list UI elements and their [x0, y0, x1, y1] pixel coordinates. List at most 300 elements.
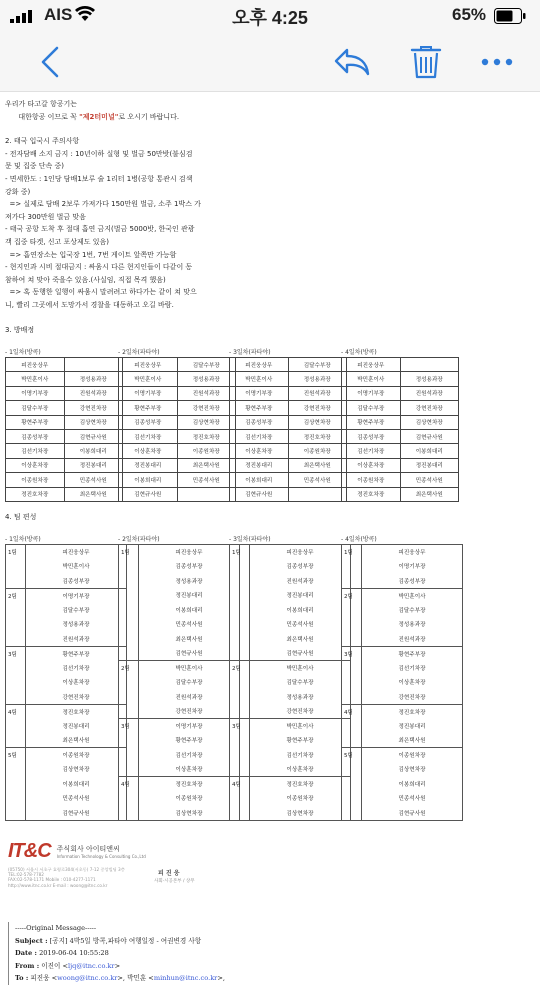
- team-member: 이봉희대리: [362, 777, 463, 792]
- original-to: [15, 972, 528, 985]
- team-member: 진원석과장: [139, 690, 240, 705]
- table-cell: 박민훈이사: [119, 372, 178, 386]
- sig-line: FAX:02-578-1171 Mobile : 010-4277-1171: [8, 877, 96, 883]
- table-row: [6, 748, 127, 763]
- team-label: 2팀: [119, 661, 139, 719]
- table-cell: 진원석과장: [177, 386, 236, 400]
- team-block: [118, 534, 240, 821]
- table-row: [230, 487, 347, 501]
- room-block: [229, 347, 349, 502]
- mail-line: [5, 111, 325, 124]
- table-cell: 정성용과장: [288, 372, 347, 386]
- table-row: [230, 444, 347, 458]
- table-cell: 민종석사원: [400, 473, 459, 487]
- table-cell: 정진봉대리: [400, 458, 459, 472]
- team-member: 정진호차장: [26, 704, 127, 719]
- team-label: 1팀: [119, 545, 139, 661]
- team-member: 박민훈이사: [250, 661, 351, 676]
- table-row: [119, 545, 240, 560]
- table-row: [230, 415, 347, 429]
- table-cell: 민종석사원: [288, 473, 347, 487]
- table-row: [119, 719, 240, 734]
- reply-icon: [333, 47, 371, 77]
- table-cell: 진원석과장: [400, 386, 459, 400]
- notice-line: - 현지인과 시비 절대금지 : 싸움시 다른 현지인들이 다같이 동: [5, 263, 193, 272]
- mail-body: [0, 92, 540, 982]
- team-member: 김현규사원: [139, 646, 240, 661]
- table-cell: 최은택사원: [177, 458, 236, 472]
- room-block: [5, 347, 125, 502]
- table-cell: 이종원차장: [288, 444, 347, 458]
- table-cell: 강현진차장: [64, 401, 123, 415]
- subject-label: Subject :: [15, 936, 48, 945]
- team-caption: - 4일차(방콕): [341, 536, 377, 543]
- team-member: 이종원차장: [250, 791, 351, 806]
- team-label: 5팀: [6, 748, 26, 821]
- team-member: 이종원차장: [139, 791, 240, 806]
- table-cell: 박민훈이사: [6, 372, 65, 386]
- table-row: [6, 415, 123, 429]
- team-member: 이상훈차장: [250, 762, 351, 777]
- table-cell: 피진웅상무: [119, 358, 178, 372]
- team-member: 이상훈차장: [26, 675, 127, 690]
- team-member: 정진호차장: [139, 777, 240, 792]
- table-row: [6, 473, 123, 487]
- table-cell: 최은택사원: [288, 458, 347, 472]
- team-table: [229, 544, 351, 821]
- table-row: [230, 661, 351, 676]
- table-row: [6, 487, 123, 501]
- table-cell: 김달수부장: [177, 358, 236, 372]
- table-cell: 민종석사원: [177, 473, 236, 487]
- table-row: [342, 473, 459, 487]
- table-cell: [288, 487, 347, 501]
- table-row: [119, 473, 236, 487]
- table-cell: 이봉희대리: [119, 473, 178, 487]
- team-member: 이상훈차장: [362, 675, 463, 690]
- team-member: 진원석과장: [26, 632, 127, 647]
- table-cell: 김상현차장: [400, 415, 459, 429]
- to-name: 피진웅 <: [30, 974, 58, 982]
- table-row: [342, 545, 463, 560]
- team-member: 이명기부장: [362, 559, 463, 574]
- table-row: [342, 458, 459, 472]
- team-member: 박민훈이사: [250, 719, 351, 734]
- team-member: 김달수부장: [26, 603, 127, 618]
- notice-line: => 실제로 담배 2보루 가져가다 150만원 벌금, 소주 1박스 가: [5, 200, 201, 209]
- company-name-en: Information Technology & Consulting Co.,Ltd: [56, 854, 146, 859]
- team-member: 강현진차장: [362, 690, 463, 705]
- table-cell: 김종성부장: [119, 415, 178, 429]
- team-member: 정성용과장: [362, 617, 463, 632]
- team-member: 정진봉대리: [139, 588, 240, 603]
- table-cell: 정성용과장: [177, 372, 236, 386]
- team-member: 김선기차장: [250, 748, 351, 763]
- table-cell: 이명기부장: [6, 386, 65, 400]
- table-cell: 김종성부장: [342, 429, 401, 443]
- team-member: 김선기차장: [139, 748, 240, 763]
- table-cell: 이봉희대리: [64, 444, 123, 458]
- more-icon: [480, 58, 514, 66]
- team-member: 진원석과장: [250, 574, 351, 589]
- team-member: 최은택사원: [139, 632, 240, 647]
- more-button[interactable]: [478, 44, 516, 80]
- team-block: [5, 534, 127, 821]
- table-row: [230, 386, 347, 400]
- table-cell: 이명기부장: [119, 386, 178, 400]
- team-label: 3팀: [6, 646, 26, 704]
- team-member: 피진웅상무: [250, 545, 351, 560]
- table-cell: [177, 487, 236, 501]
- mail-toolbar: [0, 32, 540, 92]
- table-cell: 정진봉대리: [119, 458, 178, 472]
- notice-line: 져가다 300만원 벌금 맞음: [5, 212, 86, 221]
- table-row: [6, 545, 127, 560]
- battery-icon: [494, 8, 526, 24]
- team-member: 김선기차장: [362, 661, 463, 676]
- team-caption: - 3일차(파타야): [229, 536, 271, 543]
- team-member: 민종석사원: [26, 791, 127, 806]
- team-label: 4팀: [6, 704, 26, 748]
- table-cell: 김종성부장: [230, 415, 289, 429]
- team-member: 김달수부장: [250, 675, 351, 690]
- team-member: 최은택사원: [362, 733, 463, 748]
- date-text: 2019-06-04 10:55:28: [39, 949, 109, 957]
- team-member: 황현주부장: [362, 646, 463, 661]
- mail-text: [5, 98, 325, 336]
- team-member: 진원석과장: [362, 632, 463, 647]
- team-table: [341, 544, 463, 821]
- signature-name: 피 진 웅: [158, 870, 180, 877]
- team-label: 4팀: [119, 777, 139, 821]
- table-row: [119, 372, 236, 386]
- notice-line: - 전자담배 소지 금지 : 10년이하 실형 및 벌금 50만밧(불심검: [5, 149, 193, 158]
- table-cell: 황현주부장: [230, 401, 289, 415]
- email-signature: [8, 840, 308, 888]
- team-label: 2팀: [230, 661, 250, 719]
- company-logo: [8, 840, 308, 863]
- team-member: 황현주부장: [250, 733, 351, 748]
- team-label: 1팀: [230, 545, 250, 661]
- table-row: [6, 646, 127, 661]
- table-row: [230, 429, 347, 443]
- table-row: [230, 372, 347, 386]
- table-row: [342, 358, 459, 372]
- table-row: [119, 661, 240, 676]
- table-row: [119, 401, 236, 415]
- team-member: 피진웅상무: [139, 545, 240, 560]
- notice-line: => 흡연장소는 입국장 1번, 7번 게이트 앞쪽만 가능함: [5, 250, 177, 259]
- sig-line: (05750) 서울시 서초구 효령로304(서초동) 7-12 중앙빌딩 3층: [8, 867, 125, 872]
- table-row: [342, 386, 459, 400]
- team-member: 김상현차장: [26, 762, 127, 777]
- table-cell: 김현규사원: [230, 487, 289, 501]
- table-cell: 김달수부장: [288, 358, 347, 372]
- team-table: [5, 544, 127, 821]
- room-table: [341, 357, 459, 502]
- table-cell: 피진웅상무: [6, 358, 65, 372]
- table-cell: 정진봉대리: [64, 458, 123, 472]
- table-cell: 황현주부장: [6, 415, 65, 429]
- team-member: 피진웅상무: [26, 545, 127, 560]
- to-name: >, 박민훈 <: [117, 974, 154, 982]
- room-block: [341, 347, 461, 502]
- team-block: [229, 534, 351, 821]
- team-member: 김종성부장: [250, 559, 351, 574]
- team-member: 이명기부장: [26, 588, 127, 603]
- table-row: [342, 646, 463, 661]
- original-from: From : 이진이 <ljq@itnc.co.kr>: [15, 961, 121, 970]
- table-cell: 이상훈차장: [6, 458, 65, 472]
- team-member: 정진봉대리: [362, 719, 463, 734]
- team-member: 김현규사원: [250, 646, 351, 661]
- table-row: [119, 386, 236, 400]
- team-member: 김종성부장: [362, 574, 463, 589]
- team-member: 이상훈차장: [139, 762, 240, 777]
- table-row: [342, 429, 459, 443]
- team-table: [118, 544, 240, 821]
- team-member: 김종성부장: [26, 574, 127, 589]
- table-row: [6, 372, 123, 386]
- notice-line: 참하여 쳐 맞아 죽을수 있음.(사실임, 직접 목격 했음): [5, 275, 166, 284]
- team-member: 강현진차장: [26, 690, 127, 705]
- table-cell: 진원석과장: [64, 386, 123, 400]
- table-cell: 정성용과장: [400, 372, 459, 386]
- reply-button[interactable]: [332, 44, 372, 80]
- team-member: 김상현차장: [362, 762, 463, 777]
- room-table: [118, 357, 236, 502]
- room-caption: - 2일차(파타야): [118, 349, 160, 356]
- team-member: 민종석사원: [250, 617, 351, 632]
- team-member: 정진호차장: [250, 777, 351, 792]
- table-row: [6, 401, 123, 415]
- back-button[interactable]: [32, 44, 68, 80]
- company-name: [57, 844, 146, 859]
- team-member: 박민훈이사: [26, 559, 127, 574]
- table-cell: 김현규사원: [400, 429, 459, 443]
- to-label: To :: [15, 974, 29, 982]
- room-caption: - 3일차(파타야): [229, 349, 271, 356]
- team-member: 김선기차장: [26, 661, 127, 676]
- to-email-link[interactable]: minhun@itnc.co.kr: [153, 974, 218, 982]
- table-cell: 피진웅상무: [230, 358, 289, 372]
- signature-title: 사회·시공본부 / 상무: [154, 879, 195, 884]
- table-cell: 김상현차장: [177, 415, 236, 429]
- team-member: 이봉희대리: [250, 603, 351, 618]
- team-label: 5팀: [342, 748, 362, 821]
- table-cell: [64, 358, 123, 372]
- table-cell: 피진웅상무: [342, 358, 401, 372]
- team-member: 이종원차장: [362, 748, 463, 763]
- table-row: [6, 358, 123, 372]
- team-member: 강현진차장: [250, 704, 351, 719]
- table-cell: 김달수부장: [6, 401, 65, 415]
- table-cell: 김달수부장: [342, 401, 401, 415]
- section-title: 4. 팀 편성: [5, 513, 37, 521]
- team-member: 정진봉대리: [26, 719, 127, 734]
- section-title: 2. 태국 입국시 주의사항: [5, 137, 80, 146]
- table-cell: [400, 358, 459, 372]
- notice-line: 문 및 집중 단속 중): [5, 162, 64, 171]
- table-cell: 김선기차장: [119, 429, 178, 443]
- chevron-left-icon: [40, 46, 60, 78]
- team-caption: - 1일차(방콕): [5, 536, 41, 543]
- team-member: 정성용과장: [250, 690, 351, 705]
- team-member: 강현진차장: [139, 704, 240, 719]
- team-member: 김종성부장: [139, 559, 240, 574]
- carrier-label: AIS: [44, 5, 73, 24]
- room-table: [5, 357, 123, 502]
- table-row: [342, 415, 459, 429]
- team-member: 민종석사원: [362, 791, 463, 806]
- table-cell: 이봉희대리: [230, 473, 289, 487]
- team-member: 정진호차장: [362, 704, 463, 719]
- table-cell: 이종원차장: [177, 444, 236, 458]
- table-cell: 이상훈차장: [342, 458, 401, 472]
- table-row: [230, 473, 347, 487]
- sig-line: TEL:02-578-7782: [8, 872, 44, 878]
- table-cell: 황현주부장: [119, 401, 178, 415]
- table-row: [230, 358, 347, 372]
- table-row: [6, 704, 127, 719]
- table-cell: 김현규사원: [119, 487, 178, 501]
- table-cell: 강현진차장: [288, 401, 347, 415]
- table-row: [342, 588, 463, 603]
- team-label: 3팀: [342, 646, 362, 704]
- mail-line: 우리가 타고갈 항공기는: [5, 100, 78, 108]
- table-cell: 이종원차장: [6, 473, 65, 487]
- table-cell: 박민훈이사: [230, 372, 289, 386]
- table-cell: 이명기부장: [342, 386, 401, 400]
- notice-line: 객 집중 타겟, 신고 포상제도 있음): [5, 237, 109, 246]
- team-member: 이봉희대리: [139, 603, 240, 618]
- table-row: [6, 429, 123, 443]
- table-row: [119, 777, 240, 792]
- team-label: 1팀: [342, 545, 362, 589]
- subject-text: [공지] 4박5일 방콕,파타야 여행일정 - 여권변경 사항: [49, 936, 202, 945]
- team-block: [341, 534, 463, 821]
- team-member: 최은택사원: [26, 733, 127, 748]
- notice-line: 니, 빨리 그곳에서 도망가서 경찰을 대동하고 오길 바람.: [5, 300, 174, 309]
- to-email-link[interactable]: woong@itnc.co.kr: [57, 974, 118, 982]
- table-cell: 최은택사원: [64, 487, 123, 501]
- table-cell: 김선기차장: [230, 429, 289, 443]
- team-label: 3팀: [119, 719, 139, 777]
- table-row: [230, 401, 347, 415]
- original-subject: [15, 935, 528, 948]
- table-row: [342, 372, 459, 386]
- team-label: 4팀: [230, 777, 250, 821]
- date-label: Date :: [15, 949, 37, 957]
- room-caption: - 4일차(방콕): [341, 349, 377, 356]
- from-name: 이진이 <: [41, 961, 68, 970]
- team-caption: - 2일차(파타야): [118, 536, 160, 543]
- team-label: 4팀: [342, 704, 362, 748]
- team-label: 3팀: [230, 719, 250, 777]
- sig-line: http://www.itnc.co.kr E-mail : woong@itnc.co.kr: [8, 882, 108, 888]
- notice-line: 강화 중): [5, 187, 31, 196]
- table-row: [6, 458, 123, 472]
- team-member: 박민훈이사: [139, 661, 240, 676]
- team-label: 1팀: [6, 545, 26, 589]
- section-title: 3. 방배정: [5, 325, 35, 334]
- battery-percent: 65%: [452, 5, 487, 24]
- team-member: 정성용과장: [139, 574, 240, 589]
- table-row: [230, 545, 351, 560]
- original-message: [8, 922, 528, 985]
- table-row: [6, 386, 123, 400]
- table-cell: 정진호차장: [288, 429, 347, 443]
- team-member: 김달수부장: [362, 603, 463, 618]
- section2-list: [5, 148, 325, 312]
- table-row: [342, 748, 463, 763]
- table-cell: 정진호차장: [342, 487, 401, 501]
- table-cell: 이명기부장: [230, 386, 289, 400]
- table-cell: 김상현차장: [64, 415, 123, 429]
- table-row: [6, 588, 127, 603]
- logo-mark: IT&C: [8, 840, 51, 862]
- table-row: [342, 704, 463, 719]
- table-row: [230, 777, 351, 792]
- mail-line-text: 대한항공 이므로 꼭: [18, 112, 80, 121]
- table-row: [119, 358, 236, 372]
- table-cell: 김선기차장: [342, 444, 401, 458]
- table-cell: 강현진차장: [177, 401, 236, 415]
- from-email-link[interactable]: ljq@itnc.co.kr: [68, 961, 115, 970]
- team-member: 피진웅상무: [362, 545, 463, 560]
- team-member: 김상현차장: [250, 806, 351, 821]
- table-row: [230, 458, 347, 472]
- room-caption: - 1일차(방콕): [5, 349, 41, 356]
- table-cell: 정진호차장: [6, 487, 65, 501]
- team-member: 김현규사원: [26, 806, 127, 821]
- table-cell: 박민훈이사: [342, 372, 401, 386]
- table-cell: 황현주부장: [342, 415, 401, 429]
- room-block: [118, 347, 238, 502]
- team-label: 2팀: [6, 588, 26, 646]
- mail-line-text: 로 오시기 바랍니다.: [118, 112, 180, 121]
- team-member: 이종원차장: [26, 748, 127, 763]
- team-member: 황현주부장: [139, 733, 240, 748]
- trash-button[interactable]: [408, 44, 444, 80]
- table-row: [119, 487, 236, 501]
- table-cell: 이봉희대리: [400, 444, 459, 458]
- table-cell: 최은택사원: [400, 487, 459, 501]
- table-row: [342, 444, 459, 458]
- table-cell: 이상훈차장: [119, 444, 178, 458]
- table-row: [119, 458, 236, 472]
- notice-line: - 태국 공항 도착 후 절대 흡연 금지(벌금 5000밧, 한국인 관광: [5, 225, 195, 234]
- table-cell: 이종원차장: [342, 473, 401, 487]
- team-label: 2팀: [342, 588, 362, 646]
- from-label: From :: [15, 961, 40, 970]
- team-member: 김현규사원: [362, 806, 463, 821]
- table-cell: 정진호차장: [177, 429, 236, 443]
- team-member: 김달수부장: [139, 675, 240, 690]
- room-table: [229, 357, 347, 502]
- clock: 오후 4:25: [232, 8, 308, 28]
- table-cell: 이상훈차장: [230, 444, 289, 458]
- table-row: [6, 444, 123, 458]
- to-end: >,: [217, 974, 225, 982]
- table-cell: 김상현차장: [288, 415, 347, 429]
- table-cell: 김선기차장: [6, 444, 65, 458]
- team-member: 박민훈이사: [362, 588, 463, 603]
- table-row: [342, 487, 459, 501]
- table-cell: 진원석과장: [288, 386, 347, 400]
- team-member: 정진봉대리: [250, 588, 351, 603]
- table-cell: 김현규사원: [64, 429, 123, 443]
